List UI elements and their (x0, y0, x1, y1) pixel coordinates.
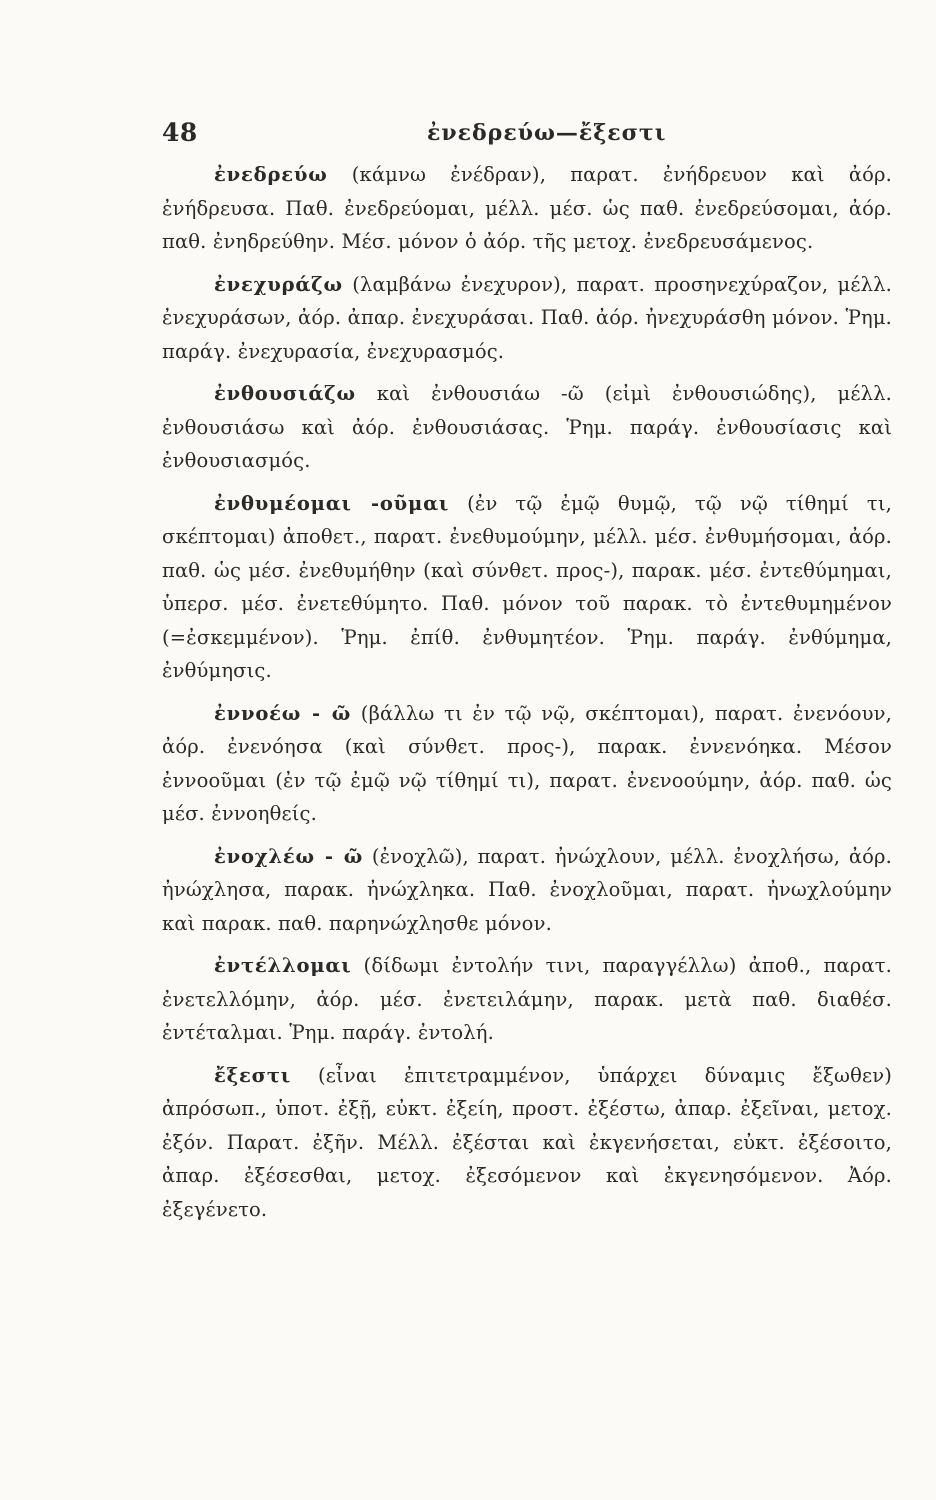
dictionary-entry (162, 268, 892, 369)
entry-text: (βάλλω τι ἐν τῷ νῷ, σκέπτομαι), παρατ. ἐνενόουν, ἀόρ. ἐνενόησα (καὶ σύνθετ. προς-), παρακ. ἐννενόηκα. Μέσον ἐννοοῦμαι (ἐν τῷ ἐμῷ νῷ τίθημί τι), παρατ. ἐνενοούμην, ἀόρ. παθ. ὡς μέσ. ἐννοηθείς. (162, 701, 892, 825)
page-number: 48 (162, 118, 198, 147)
entry-text: (εἶναι ἐπιτετραμμένον, ὑπάρχει δύναμις ἔξωθεν) ἀπρόσωπ., ὑποτ. ἐξῇ, εὐκτ. ἐξείη, προστ. ἐξέστω, ἀπαρ. ἐξεῖναι, μετοχ. ἐξόν. Παρατ. ἐξῆν. Μέλλ. ἐξέσται καὶ ἐκγενήσεται, εὐκτ. ἐξέσοιτο, ἀπαρ. ἐξέσεσθαι, μετοχ. ἐξεσόμενον καὶ ἐκγενησόμενον. Ἀόρ. ἐξεγένετο. (162, 1063, 892, 1221)
entry-headword: ἐννοέω - ῶ (214, 701, 352, 725)
dictionary-entry (162, 158, 892, 259)
entry-text: (δίδωμι ἐντολήν τινι, παραγγέλλω) ἀποθ., παρατ. ἐνετελλόμην, ἀόρ. μέσ. ἐνετειλάμην, παρακ. μετὰ παθ. διαθέσ. ἐντέταλμαι. Ῥημ. παράγ. ἐντολή. (162, 954, 892, 1044)
entry-text: (λαμβάνω ἐνεχυρον), παρατ. προσηνεχύραζον, μέλλ. ἐνεχυράσων, ἀόρ. ἀπαρ. ἐνεχυράσαι. Παθ. ἀόρ. ἠνεχυράσθη μόνον. Ῥημ. παράγ. ἐνεχυρασία, ἐνεχυρασμός. (162, 272, 892, 363)
dictionary-entry (162, 487, 892, 688)
dictionary-entry (162, 697, 892, 831)
entry-text: (ἐν τῷ ἐμῷ θυμῷ, τῷ νῷ τίθημί τι, σκέπτομαι) ἀποθετ., παρατ. ἐνεθυμούμην, μέλλ. μέσ. ἐνθυμήσομαι, ἀόρ. παθ. ὡς μέσ. ἐνεθυμήθην (καὶ σύνθετ. προς-), παρακ. μέσ. ἐντεθύμημαι, ὑπερσ. μέσ. ἐνετεθύμητο. Παθ. μόνον τοῦ παρακ. τὸ ἐντεθυμημένον (=ἐσκεμμένον). Ῥημ. ἐπίθ. ἐνθυμητέον. Ῥημ. παράγ. ἐνθύμημα, ἐνθύμησις. (162, 491, 892, 682)
entry-headword: ἐνεχυράζω (214, 272, 343, 296)
entry-headword: ἐνοχλέω - ῶ (214, 844, 364, 868)
dictionary-entry (162, 949, 892, 1050)
dictionary-entry (162, 377, 892, 478)
entry-text: (κάμνω ἐνέδραν), παρατ. ἐνήδρευον καὶ ἀόρ. ἐνήδρευσα. Παθ. ἐνεδρεύομαι, μέλλ. μέσ. ὡς παθ. ἐνεδρεύσομαι, ἀόρ. παθ. ἐνηδρεύθην. Μέσ. μόνον ὁ ἀόρ. τῆς μετοχ. ἐνεδρευσάμενος. (162, 163, 892, 253)
entry-headword: ἐνθυμέομαι -οῦμαι (214, 491, 450, 515)
entry-headword: ἐνεδρεύω (214, 163, 328, 186)
entry-headword: ἐνθουσιάζω (214, 382, 356, 405)
page-header (162, 112, 882, 152)
entry-text: (ἐνοχλῶ), παρατ. ἠνώχλουν, μέλλ. ἐνοχλήσω, ἀόρ. ἠνώχλησα, παρακ. ἠνώχληκα. Παθ. ἐνοχλοῦμαι, παρατ. ἠνωχλούμην καὶ παρακ. παθ. παρηνώχλησθε μόνον. (162, 844, 892, 935)
dictionary-entry (162, 840, 892, 941)
running-head: ἐνεδρεύω—ἔξεστι (427, 120, 667, 146)
dictionary-entries (162, 158, 892, 1235)
entry-text: καὶ ἐνθουσιάω -ῶ (εἰμὶ ἐνθουσιώδης), μέλλ. ἐνθουσιάσω καὶ ἀόρ. ἐνθουσιάσας. Ῥημ. παράγ. ἐνθουσίασις καὶ ἐνθουσιασμός. (162, 382, 892, 472)
dictionary-entry (162, 1059, 892, 1227)
entry-headword: ἔξεστι (214, 1063, 291, 1087)
entry-headword: ἐντέλλομαι (214, 954, 352, 977)
